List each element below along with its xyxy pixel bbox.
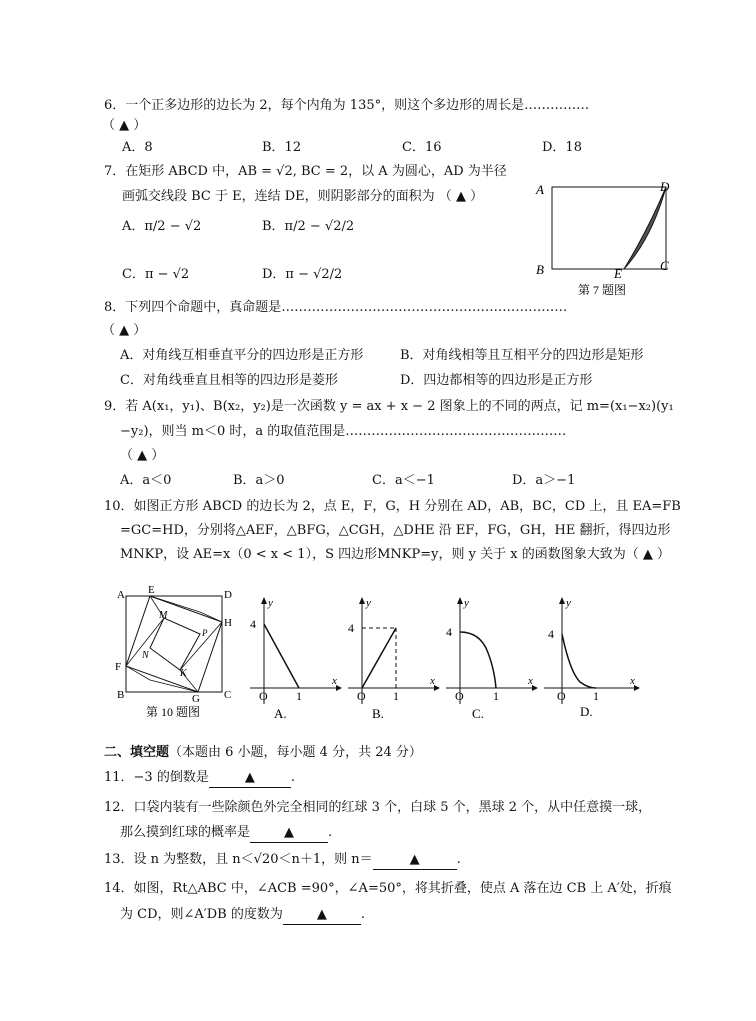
q10-label-p: P bbox=[202, 628, 208, 638]
graph-a-label: A. bbox=[274, 706, 287, 721]
q14-stem2: 为 CD，则∠A′DB 的度数为 bbox=[120, 907, 283, 922]
q7-caption: 第 7 题图 bbox=[578, 283, 627, 297]
graph-a-one: 1 bbox=[296, 689, 302, 703]
graph-a-four: 4 bbox=[250, 617, 256, 631]
graph-d-x-label: x bbox=[630, 675, 635, 687]
q6-option-a: A．8 bbox=[122, 140, 153, 155]
graph-b-origin: O bbox=[357, 689, 366, 703]
q8-stem: 8．下列四个命题中，真命题是………………………………………………………… bbox=[104, 300, 568, 315]
q12-blank: ▲ bbox=[250, 824, 328, 843]
q9-option-d: D．a＞−1 bbox=[512, 473, 576, 488]
q7-label-d: D bbox=[660, 179, 670, 194]
q6-option-b: B．12 bbox=[262, 140, 302, 155]
q6-stem: 6．一个正多边形的边长为 2，每个内角为 135°，则这个多边形的周长是…………… bbox=[104, 98, 590, 113]
q10-graph-a-curve bbox=[264, 624, 299, 688]
q7-option-b: B．π/2 − √2/2 bbox=[262, 219, 355, 234]
graph-d-label: D. bbox=[580, 704, 593, 719]
q9-stem: 9．若 A(x₁，y₁)、B(x₂，y₂)是一次函数 y = ax + x − 2 图象上的不同的两点，记 m=(x₁−x₂)(y₁ bbox=[104, 399, 674, 414]
q9-option-b: B．a＞0 bbox=[233, 473, 285, 488]
q10-square bbox=[126, 596, 222, 692]
q6-mark: （ ▲ ） bbox=[102, 118, 147, 133]
q10-stem: 10．如图正方形 ABCD 的边长为 2，点 E，F，G，H 分别在 AD，AB，BC，CD 上，且 EA=FB bbox=[104, 499, 681, 514]
q7-label-e: E bbox=[614, 266, 622, 281]
q10-graph-c-curve bbox=[460, 632, 496, 688]
q13-blank: ▲ bbox=[373, 851, 457, 870]
graph-c-origin: O bbox=[455, 689, 464, 703]
q10-label-h: H bbox=[224, 617, 232, 629]
q10-figure-caption: 第 10 题图 bbox=[146, 705, 201, 719]
section2-title: 二、填空题 bbox=[104, 745, 170, 760]
q10-stem3: MNKP，设 AE=x（0 < x < 1），S 四边形MNKP=y，则 y 关于 x 的函数图象大致为（ ▲ ） bbox=[120, 547, 670, 562]
q11-stem: 11．−3 的倒数是 bbox=[104, 770, 209, 785]
q10-graph-b bbox=[344, 594, 440, 724]
q10-graph-a bbox=[246, 594, 342, 724]
q7-label-c: C bbox=[660, 258, 669, 273]
q8-mark: （ ▲ ） bbox=[102, 323, 147, 338]
graph-c-one: 1 bbox=[493, 689, 499, 703]
q12-end: . bbox=[328, 825, 333, 840]
q6-option-c: C．16 bbox=[402, 140, 442, 155]
q10-label-k: K bbox=[180, 668, 187, 679]
graph-a-y-label: y bbox=[268, 597, 273, 609]
q11-blank: ▲ bbox=[209, 769, 291, 788]
q7-label-a: A bbox=[536, 182, 544, 197]
q8-option-a: A．对角线互相垂直平分的四边形是正方形 bbox=[120, 348, 364, 363]
section2-heading bbox=[104, 744, 422, 762]
q8-option-c: C．对角线垂直且相等的四边形是菱形 bbox=[120, 373, 338, 388]
graph-c-y-label: y bbox=[464, 597, 469, 609]
graph-d-one: 1 bbox=[593, 689, 599, 703]
q14-line2 bbox=[120, 906, 365, 925]
q14-end: . bbox=[360, 907, 365, 922]
q10-square-figure bbox=[112, 584, 240, 720]
graph-b-y-label: y bbox=[366, 597, 371, 609]
q13 bbox=[104, 851, 461, 870]
section2-desc: （本题由 6 小题，每小题 4 分，共 24 分） bbox=[169, 745, 422, 760]
q7-label-b: B bbox=[536, 262, 544, 277]
q10-graph-d-curve bbox=[562, 634, 596, 688]
q14-stem: 14．如图，Rt△ABC 中，∠ACB =90°，∠A=50°，将其折叠，使点 A 落在边 CB 上 A′处，折痕 bbox=[104, 881, 672, 896]
q8-option-b: B．对角线相等且互相平分的四边形是矩形 bbox=[400, 348, 644, 363]
q10-efgh bbox=[126, 596, 222, 692]
q10-label-d: D bbox=[224, 589, 232, 601]
q7-stem: 7．在矩形 ABCD 中，AB = √2, BC = 2，以 A 为圆心，AD 为半径 bbox=[104, 164, 507, 179]
q13-end: . bbox=[456, 852, 461, 867]
graph-a-origin: O bbox=[259, 689, 268, 703]
q10-label-f: F bbox=[115, 661, 122, 673]
graph-c-label: C. bbox=[472, 706, 484, 721]
q10-label-n: N bbox=[142, 650, 149, 661]
graph-d-y-label: y bbox=[566, 597, 571, 609]
graph-b-one: 1 bbox=[393, 689, 399, 703]
q7-option-a: A．π/2 − √2 bbox=[122, 219, 202, 234]
q9-option-c: C．a＜−1 bbox=[372, 473, 435, 488]
graph-b-four: 4 bbox=[348, 621, 354, 635]
q8-option-d: D．四边都相等的四边形是正方形 bbox=[400, 373, 593, 388]
q9-mark: （ ▲ ） bbox=[120, 448, 165, 463]
graph-d-origin: O bbox=[557, 689, 566, 703]
graph-b-x-label: x bbox=[430, 675, 435, 687]
q9-option-a: A．a＜0 bbox=[120, 473, 172, 488]
q11-end: . bbox=[290, 770, 295, 785]
graph-c-x-label: x bbox=[528, 675, 533, 687]
graph-d-four: 4 bbox=[548, 627, 554, 641]
q7-option-c: C．π − √2 bbox=[122, 267, 190, 282]
q14-blank: ▲ bbox=[283, 906, 361, 925]
q12-line2 bbox=[120, 824, 332, 843]
q6-option-d: D．18 bbox=[542, 140, 582, 155]
q7-option-d: D．π − √2/2 bbox=[262, 267, 343, 282]
q13-stem: 13．设 n 为整数，且 n＜√20＜n＋1，则 n＝ bbox=[104, 852, 373, 867]
q7-figure bbox=[528, 178, 678, 298]
q12-stem: 12．口袋内装有一些除颜色外完全相同的红球 3 个，白球 5 个，黑球 2 个，从中任意摸一球， bbox=[104, 800, 652, 815]
q10-label-b: B bbox=[117, 689, 125, 701]
graph-b-label: B. bbox=[372, 706, 384, 721]
q10-stem2: =GC=HD，分别将△AEF，△BFG，△CGH，△DHE 沿 EF，FG，GH，HE 翻折，得四边形 bbox=[120, 523, 671, 538]
q10-label-c: C bbox=[224, 689, 232, 701]
q9-stem2: −y₂)，则当 m＜0 时，a 的取值范围是…………………………………………… bbox=[120, 424, 567, 439]
q10-graph-d bbox=[540, 594, 642, 724]
q10-label-m: M bbox=[159, 610, 168, 621]
q11 bbox=[104, 769, 295, 788]
q12-stem2: 那么摸到红球的概率是 bbox=[120, 825, 251, 840]
q10-label-e: E bbox=[148, 584, 155, 596]
q7-shaded-region bbox=[624, 187, 666, 269]
graph-a-x-label: x bbox=[332, 675, 337, 687]
q7-stem2: 画弧交线段 BC 于 E，连结 DE，则阴影部分的面积为 （ ▲ ） bbox=[122, 189, 484, 204]
graph-c-four: 4 bbox=[446, 625, 452, 639]
q10-label-a: A bbox=[117, 589, 125, 601]
q10-graph-b-curve bbox=[362, 628, 396, 688]
q10-graph-c bbox=[442, 594, 538, 724]
q10-label-g: G bbox=[192, 693, 200, 705]
